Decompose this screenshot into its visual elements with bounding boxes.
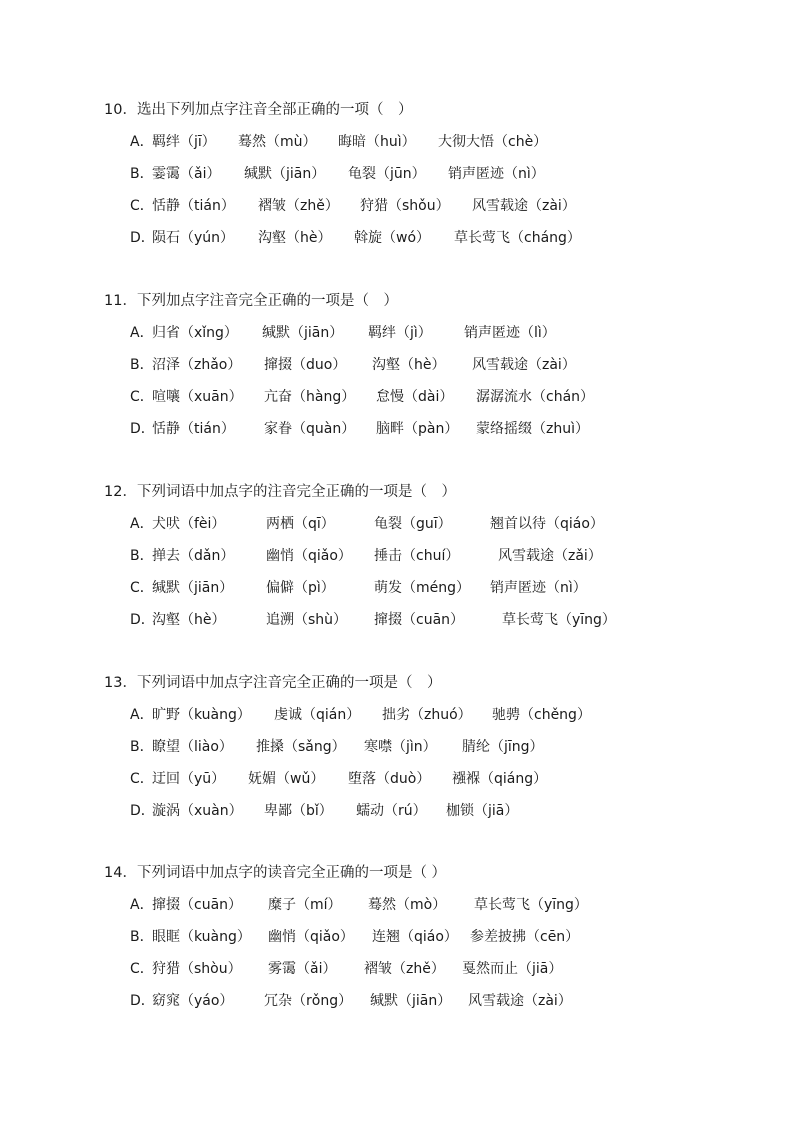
option-letter: A． xyxy=(130,897,154,913)
option-item: 拙劣（zhuó） xyxy=(382,707,472,723)
option-item: 掸去（dǎn） xyxy=(152,548,235,564)
option-b xyxy=(130,355,790,375)
option-item: 窈窕（yáo） xyxy=(152,993,234,1009)
option-item: 销声匿迹（nì） xyxy=(448,166,545,182)
option-item: 迂回（yū） xyxy=(152,771,226,787)
option-item: 卑鄙（bǐ） xyxy=(264,803,333,819)
option-item: 参差披拂（cēn） xyxy=(470,929,580,945)
option-item: 追溯（shù） xyxy=(266,612,348,628)
option-item: 糜子（mí） xyxy=(268,897,342,913)
option-item: 缄默（jiān） xyxy=(244,166,326,182)
option-item: 斡旋（wó） xyxy=(354,230,431,246)
option-b xyxy=(130,546,790,566)
option-c xyxy=(130,959,790,979)
option-item: 销声匿迹（nì） xyxy=(490,580,587,596)
option-item: 龟裂（jūn） xyxy=(348,166,426,182)
option-c xyxy=(130,578,790,598)
option-item: 两栖（qī） xyxy=(266,516,335,532)
option-item: 撺掇（cuān） xyxy=(152,897,243,913)
option-item: 亢奋（hàng） xyxy=(264,389,356,405)
option-a xyxy=(130,514,790,534)
option-item: 连翘（qiáo） xyxy=(372,929,458,945)
option-d xyxy=(130,228,790,248)
option-item: 雾霭（ǎi） xyxy=(268,961,337,977)
option-letter: B． xyxy=(130,739,154,755)
option-item: 寒噤（jìn） xyxy=(364,739,437,755)
option-item: 沼泽（zhǎo） xyxy=(152,357,242,373)
option-item: 羁绊（jī） xyxy=(152,134,216,150)
option-item: 犬吠（fèi） xyxy=(152,516,226,532)
option-item: 萌发（méng） xyxy=(374,580,471,596)
option-item: 怠慢（dài） xyxy=(376,389,454,405)
option-c xyxy=(130,196,790,216)
option-item: 陨石（yún） xyxy=(152,230,235,246)
option-d xyxy=(130,991,790,1011)
option-item: 风雪载途（zài） xyxy=(472,357,576,373)
question-title: 10．选出下列加点字注音全部正确的一项（ ） xyxy=(104,102,413,118)
option-letter: D． xyxy=(130,230,155,246)
option-item: 蒙络摇缀（zhuì） xyxy=(476,421,589,437)
option-c xyxy=(130,387,790,407)
option-item: 龟裂（guī） xyxy=(374,516,452,532)
option-item: 幽悄（qiǎo） xyxy=(266,548,352,564)
option-item: 推搡（sǎng） xyxy=(256,739,346,755)
option-item: 风雪载途（zài） xyxy=(468,993,572,1009)
option-d xyxy=(130,610,790,630)
option-item: 羁绊（jì） xyxy=(368,325,432,341)
option-item: 大彻大悟（chè） xyxy=(438,134,548,150)
option-item: 沟壑（hè） xyxy=(152,612,226,628)
option-letter: A． xyxy=(130,134,154,150)
option-letter: B． xyxy=(130,166,154,182)
option-item: 草长莺飞（yīng） xyxy=(502,612,616,628)
option-c xyxy=(130,769,790,789)
option-item: 缄默（jiān） xyxy=(370,993,452,1009)
option-letter: B． xyxy=(130,929,154,945)
option-letter: D． xyxy=(130,993,155,1009)
option-item: 恬静（tián） xyxy=(152,421,235,437)
question-title: 13．下列词语中加点字注音完全正确的一项是（ ） xyxy=(104,675,442,691)
option-letter: C． xyxy=(130,961,154,977)
option-letter: D． xyxy=(130,612,155,628)
option-item: 旷野（kuàng） xyxy=(152,707,251,723)
option-item: 蓦然（mò） xyxy=(368,897,447,913)
option-letter: C． xyxy=(130,198,154,214)
option-item: 晦暗（huì） xyxy=(338,134,416,150)
option-letter: D． xyxy=(130,803,155,819)
option-letter: B． xyxy=(130,357,154,373)
option-item: 家眷（quàn） xyxy=(264,421,356,437)
option-item: 霎霭（ǎi） xyxy=(152,166,221,182)
option-d xyxy=(130,801,790,821)
option-item: 虔诚（qián） xyxy=(274,707,361,723)
option-item: 翘首以待（qiáo） xyxy=(490,516,604,532)
option-item: 狩猎（shǒu） xyxy=(360,198,450,214)
option-item: 沟壑（hè） xyxy=(258,230,332,246)
option-item: 沟壑（hè） xyxy=(372,357,446,373)
option-letter: A． xyxy=(130,707,154,723)
option-a xyxy=(130,895,790,915)
option-b xyxy=(130,737,790,757)
option-item: 脑畔（pàn） xyxy=(376,421,459,437)
option-item: 戛然而止（jiā） xyxy=(462,961,563,977)
option-letter: C． xyxy=(130,771,154,787)
question-title: 12．下列词语中加点字的注音完全正确的一项是（ ） xyxy=(104,484,456,500)
option-letter: C． xyxy=(130,580,154,596)
option-item: 风雪载途（zǎi） xyxy=(498,548,602,564)
option-item: 瞭望（liào） xyxy=(152,739,233,755)
option-item: 褶皱（zhě） xyxy=(258,198,339,214)
option-item: 堕落（duò） xyxy=(348,771,431,787)
option-letter: B． xyxy=(130,548,154,564)
option-item: 冗杂（rǒng） xyxy=(264,993,353,1009)
option-item: 喧嚷（xuān） xyxy=(152,389,243,405)
option-item: 捶击（chuí） xyxy=(374,548,460,564)
option-item: 襁褓（qiáng） xyxy=(452,771,548,787)
question-title: 14．下列词语中加点字的读音完全正确的一项是（ ） xyxy=(104,865,447,881)
option-item: 眼眶（kuàng） xyxy=(152,929,251,945)
option-a xyxy=(130,132,790,152)
option-item: 蠕动（rú） xyxy=(356,803,427,819)
question-title: 11．下列加点字注音完全正确的一项是（ ） xyxy=(104,293,398,309)
option-item: 归省（xǐng） xyxy=(152,325,238,341)
option-item: 妩媚（wǔ） xyxy=(248,771,325,787)
option-item: 草长莺飞（cháng） xyxy=(454,230,581,246)
option-item: 褶皱（zhě） xyxy=(364,961,445,977)
option-item: 枷锁（jiā） xyxy=(446,803,519,819)
option-item: 撺掇（duo） xyxy=(264,357,347,373)
option-item: 销声匿迹（lì） xyxy=(464,325,556,341)
option-item: 漩涡（xuàn） xyxy=(152,803,243,819)
option-d xyxy=(130,419,790,439)
option-b xyxy=(130,164,790,184)
option-item: 腈纶（jīng） xyxy=(462,739,544,755)
option-item: 恬静（tián） xyxy=(152,198,235,214)
option-item: 缄默（jiān） xyxy=(152,580,234,596)
option-item: 缄默（jiān） xyxy=(262,325,344,341)
option-letter: D． xyxy=(130,421,155,437)
option-item: 蓦然（mù） xyxy=(238,134,317,150)
option-item: 潺潺流水（chán） xyxy=(476,389,595,405)
option-item: 撺掇（cuān） xyxy=(374,612,465,628)
option-letter: C． xyxy=(130,389,154,405)
option-b xyxy=(130,927,790,947)
option-a xyxy=(130,705,790,725)
option-item: 草长莺飞（yīng） xyxy=(474,897,588,913)
option-item: 狩猎（shòu） xyxy=(152,961,242,977)
option-a xyxy=(130,323,790,343)
option-item: 幽悄（qiǎo） xyxy=(268,929,354,945)
option-letter: A． xyxy=(130,325,154,341)
option-item: 驰骋（chěng） xyxy=(492,707,591,723)
option-item: 风雪载途（zài） xyxy=(472,198,576,214)
option-item: 偏僻（pì） xyxy=(266,580,335,596)
option-letter: A． xyxy=(130,516,154,532)
